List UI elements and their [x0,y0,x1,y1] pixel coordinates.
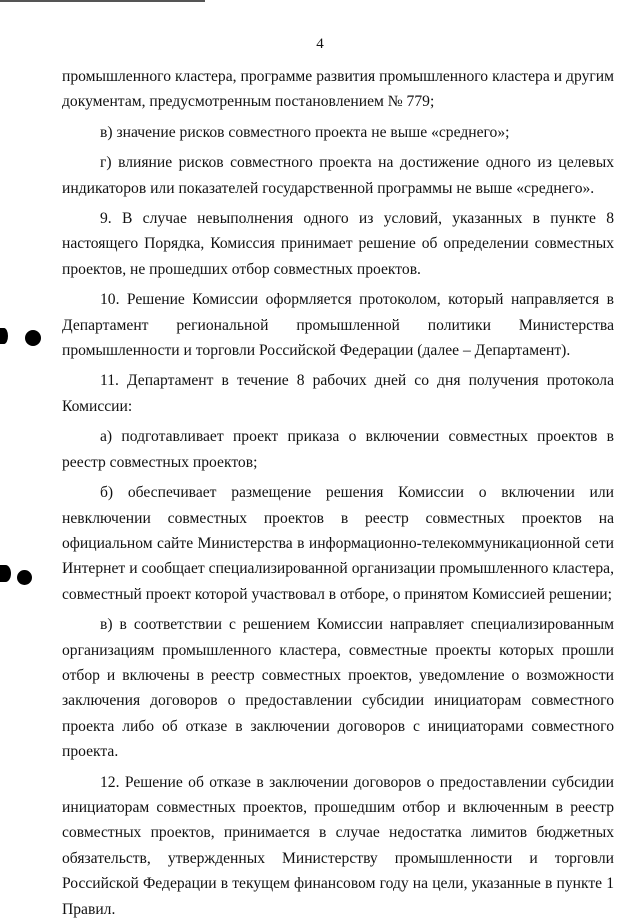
paragraph-item-v2: в) в соответствии с решением Комиссии направляет специализированным организациям промышленного кластера, совместные проекты которых прошли отбор и включены в реестр совместных проектов, уведомление о возможности заключения договоров о предоставлении субсидии инициаторам совместного проекта либо об отказе в заключении договоров с инициаторами совместного проекта. [62,616,614,761]
paragraph-clause-12: 12. Решение об отказе в заключении договоров о предоставлении субсидии инициаторам совместных проектов, прошедшим отбор и включенным в реестр совместных проектов, принимается в случае недостатка лимитов бюджетных обязательств, утвержденных Министерству промышленности и торговли Российской Федерации в текущем финансовом году на цели, указанные в пункте 1 Правил. [62,773,614,918]
paragraph-clause-11: 11. Департамент в течение 8 рабочих дней со дня получения протокола Комиссии: [62,372,614,415]
binder-hole-mark [0,565,11,582]
paragraph-clause-9: 9. В случае невыполнения одного из условий, указанных в пункте 8 настоящего Порядка, Комиссия принимает решение об определении совместных проектов, не прошедших отбор совместных проектов. [62,210,614,278]
top-rule [0,0,205,2]
binder-hole-mark [17,570,32,585]
paragraph-continuation: промышленного кластера, программе развития промышленного кластера и другим документам, предусмотренным постановлением № 779; [62,68,614,111]
paragraph-item-b: б) обеспечивает размещение решения Комиссии о включении или невключении совместных проектов в реестр совместных проектов на официальном сайте Министерства в информационно-телекоммуникационной сети Интернет и сообщает специализированной организации промышленного кластера, совместный проект которой участвовал в отборе, о принятом Комиссией решении; [62,484,614,603]
paragraph-item-a: а) подготавливает проект приказа о включении совместных проектов в реестр совместных проектов; [62,428,614,471]
paragraph-item-g: г) влияние рисков совместного проекта на достижение одного из целевых индикаторов или показателей государственной программы не выше «среднего». [62,154,614,197]
binder-hole-mark [25,330,41,346]
document-body [62,64,614,922]
paragraph-clause-10: 10. Решение Комиссии оформляется протоколом, который направляется в Департамент региональной промышленной политики Министерства промышленности и торговли Российской Федерации (далее – Департамент). [62,291,614,360]
binder-hole-mark [0,328,8,344]
page-number: 4 [316,36,324,52]
paragraph-item-v: в) значение рисков совместного проекта не выше «среднего»; [100,123,510,141]
